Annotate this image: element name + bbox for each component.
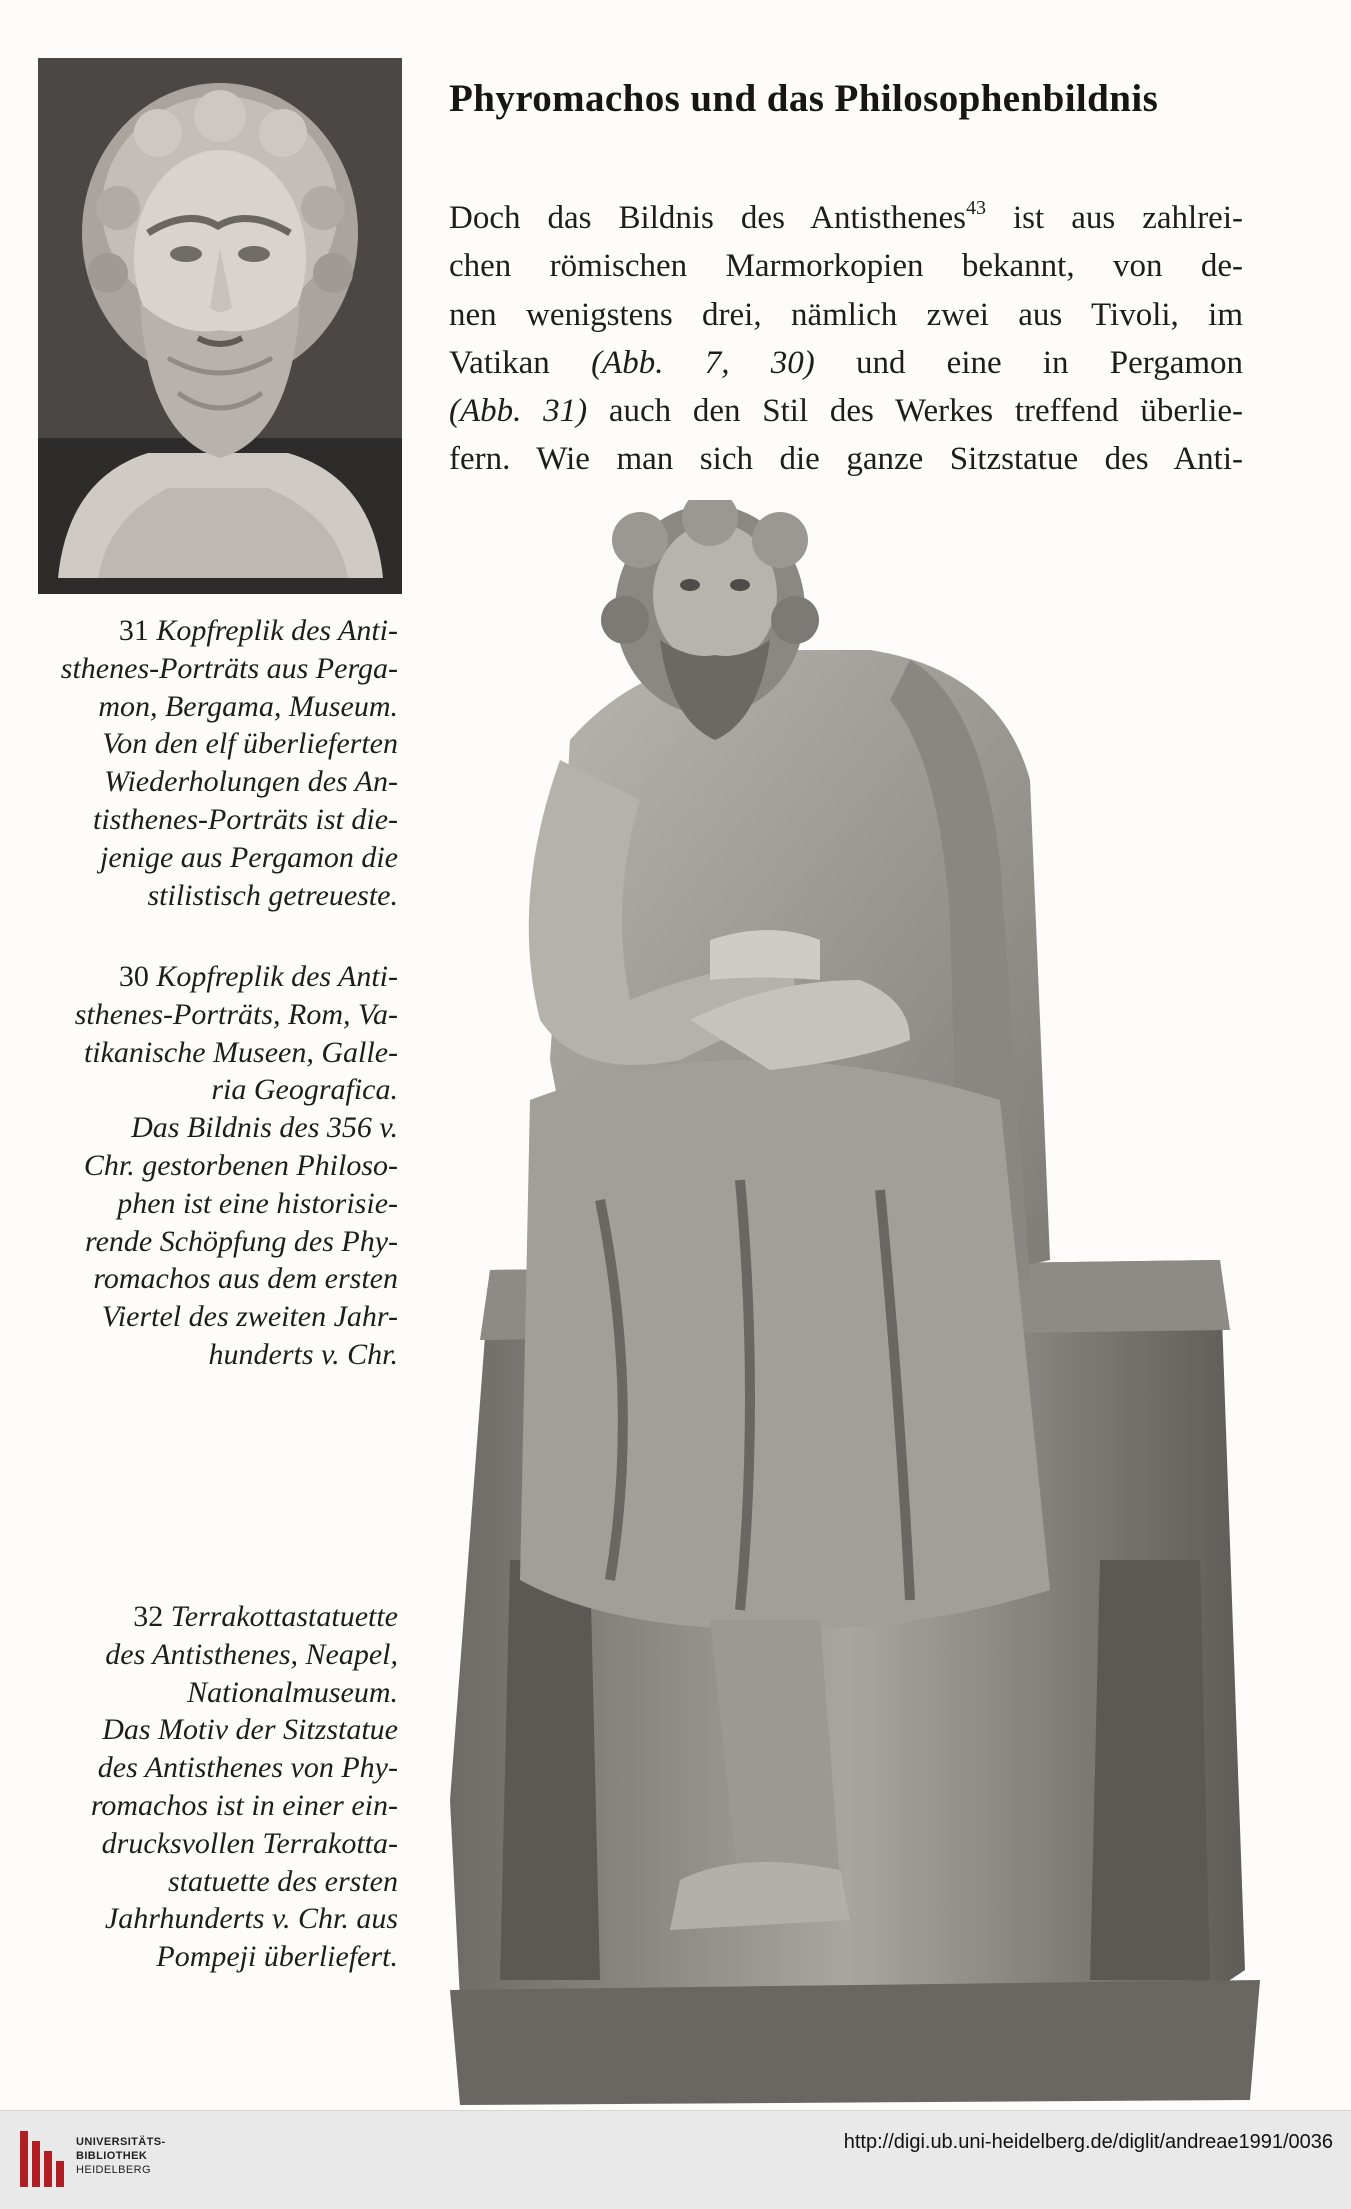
caption-line: statuette des ersten [168,1864,398,1898]
caption-line: drucksvollen Terrakotta- [101,1826,398,1860]
caption-line: 32 Terrakottastatuette [133,1600,398,1633]
caption-line: Viertel des zweiten Jahr- [101,1300,398,1334]
caption-line: des Antisthenes, Neapel, [105,1637,398,1671]
caption-line: jenige aus Pergamon die [100,840,398,874]
caption-line: Das Motiv der Sitzstatue [102,1713,398,1747]
caption-figure-30 [30,958,398,1374]
caption-figure-32 [30,1598,398,1976]
caption-line: Von den elf überlieferten [102,727,398,761]
caption-line: des Antisthenes von Phy- [97,1751,398,1785]
body-line: Vatikan (Abb. 7, 30) und eine in Pergamon [449,344,1244,381]
footnote-reference[interactable]: 43 [965,197,986,219]
body-line: fern. Wie man sich die ganze Sitzstatue des Anti- [449,441,1243,478]
body-line: chen römischen Marmorkopien bekannt, von de- [449,248,1243,285]
caption-line: ria Geografica. [211,1073,398,1107]
caption-line: rende Schöpfung des Phy- [85,1224,398,1258]
caption-line: 31 Kopfreplik des Anti- [118,614,398,647]
caption-line: mon, Bergama, Museum. [98,689,398,723]
body-line: (Abb. 31) auch den Stil des Werkes treffend überlie- [449,393,1244,430]
caption-figure-31 [30,612,398,914]
library-footer [0,2110,1351,2209]
caption-number: 31 [118,614,149,647]
library-logo-icon [16,2127,68,2191]
logo-line: BIBLIOTHEK [76,2150,148,2162]
logo-line: UNIVERSITÄTS- [76,2136,166,2148]
permalink-url[interactable]: http://digi.ub.uni-heidelberg.de/diglit/andreae1991/0036 [843,2131,1333,2153]
caption-line: Jahrhunderts v. Chr. aus [104,1902,398,1936]
bust-photograph [38,58,402,594]
caption-line: romachos aus dem ersten [93,1262,398,1296]
caption-line: Wiederholungen des An- [104,765,398,799]
library-logo-text [76,2135,166,2177]
statuette-photograph [440,500,1270,2110]
figure-reference: (Abb. 31) [449,393,588,430]
caption-line: tisthenes-Porträts ist die- [93,802,398,836]
caption-line: sthenes-Porträts aus Perga- [60,651,398,685]
caption-line: phen ist eine historisie- [117,1186,398,1220]
body-paragraph [449,194,1243,484]
page-title: Phyromachos und das Philosophenbildnis [449,77,1159,121]
figure-reference: (Abb. 7, 30) [591,344,815,381]
caption-line: Nationalmuseum. [187,1675,398,1709]
caption-line: Chr. gestorbenen Philoso- [83,1148,398,1182]
logo-line: HEIDELBERG [76,2164,151,2176]
caption-number: 30 [118,960,149,993]
caption-line: Pompeji überliefert. [156,1940,398,1974]
caption-line: tikanische Museen, Galle- [83,1035,398,1069]
bust-image [38,58,402,594]
caption-line: hunderts v. Chr. [208,1337,398,1371]
statuette-image [440,500,1270,2110]
caption-number: 32 [133,1600,164,1633]
body-line: Doch das Bildnis des Antisthenes$^{43}$ ist aus zahlrei- [449,197,1243,236]
caption-line: 30 Kopfreplik des Anti- [118,960,398,993]
caption-line: stilistisch getreueste. [147,878,398,912]
caption-line: sthenes-Porträts, Rom, Va- [74,997,398,1031]
body-line: nen wenigstens drei, nämlich zwei aus Tivoli, im [449,296,1243,333]
caption-line: Das Bildnis des 356 v. [131,1111,398,1145]
caption-line: romachos ist in einer ein- [90,1788,398,1822]
